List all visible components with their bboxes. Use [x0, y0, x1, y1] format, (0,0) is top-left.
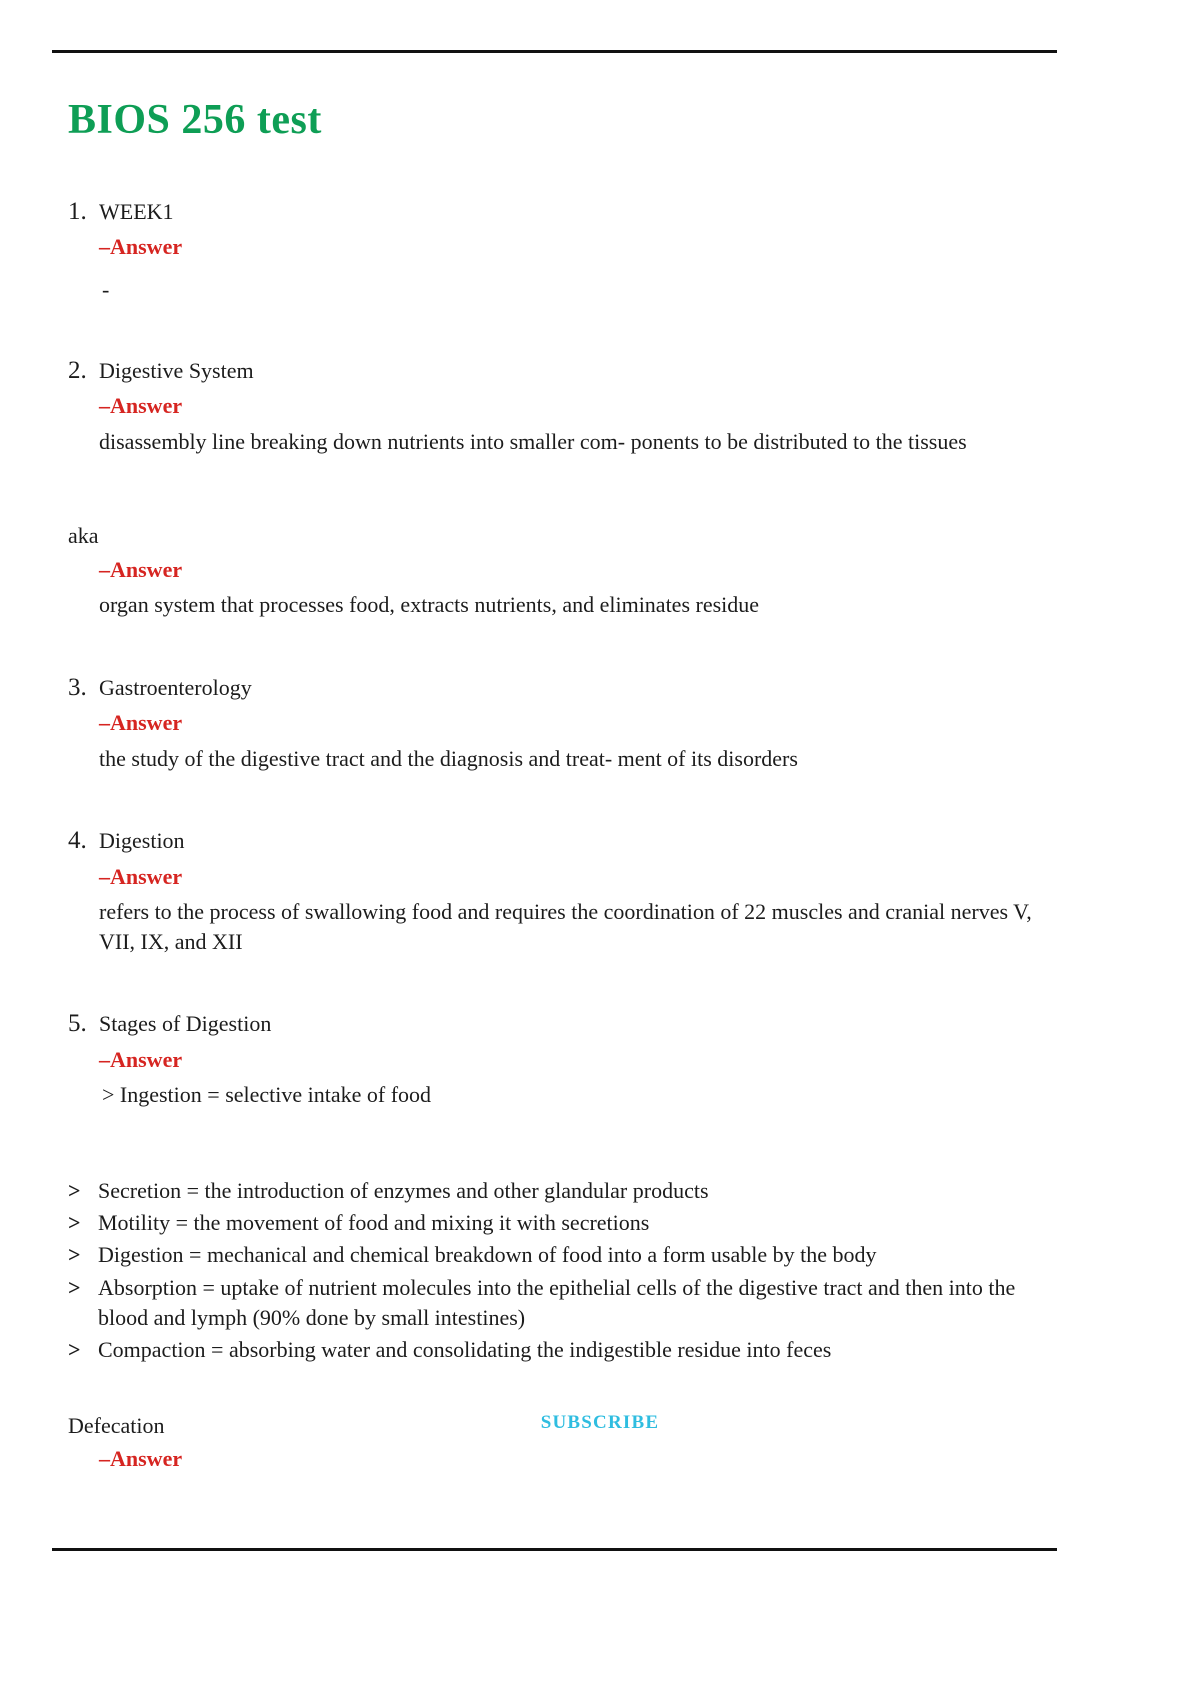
- item-number: 2.: [68, 357, 87, 385]
- block-spacer: [68, 478, 1058, 522]
- qa-item-aka: [68, 522, 1058, 620]
- list-item: [68, 1273, 1058, 1334]
- block-spacer: [68, 1132, 1058, 1176]
- question-text: WEEK1: [99, 199, 174, 224]
- chevron-right-icon: >: [68, 1337, 81, 1363]
- answer-text: refers to the process of swallowing food and requires the coordination of 22 muscles and cranial nerves V, VII, IX, and XII: [99, 898, 1032, 954]
- qa-item-3: [68, 672, 1058, 773]
- block-spacer: [68, 795, 1058, 825]
- list-item: [68, 1208, 1058, 1238]
- chevron-right-icon: >: [68, 1177, 81, 1203]
- qa-item-1: [68, 196, 1058, 303]
- list-item-label: Motility = the movement of food and mixing it with secretions: [98, 1209, 650, 1235]
- block-spacer: [68, 978, 1058, 1008]
- subscribe-container: [0, 1412, 1200, 1434]
- document-content: [68, 196, 1058, 1495]
- answer-label: –Answer: [99, 1446, 183, 1472]
- list-item-label: Absorption = uptake of nutrient molecules into the epithelial cells of the digestive tract and then into the blood and lymph (90% done by small intestines): [98, 1274, 1016, 1331]
- qa-item-5: [68, 1008, 1058, 1109]
- question-line: [68, 672, 1058, 703]
- question-line: [68, 825, 1058, 856]
- item-number: 1.: [68, 198, 87, 225]
- item-number: 3.: [68, 673, 87, 701]
- question-text: Gastroenterology: [99, 674, 252, 700]
- list-item-label: Compaction = absorbing water and consolidating the indigestible residue into feces: [98, 1337, 832, 1363]
- chevron-right-icon: >: [68, 1242, 81, 1268]
- answer-label: –Answer: [99, 234, 183, 260]
- list-item-label: Digestion = mechanical and chemical breakdown of food into a form usable by the body: [98, 1242, 877, 1268]
- answer-label: –Answer: [99, 393, 183, 419]
- list-item: [68, 1335, 1058, 1365]
- question-line: [68, 196, 1058, 227]
- answer-label: –Answer: [99, 710, 183, 736]
- list-item-label: Secretion = the introduction of enzymes and other glandular products: [98, 1177, 709, 1203]
- page-title: BIOS 256 test: [68, 97, 322, 144]
- block-spacer: [68, 642, 1058, 672]
- question-text: aka: [68, 523, 99, 549]
- answer-text: > Ingestion = selective intake of food: [102, 1081, 432, 1107]
- block-spacer: [68, 325, 1058, 355]
- answer-text: disassembly line breaking down nutrients into smaller com- ponents to be distributed to the tissues: [99, 428, 967, 454]
- chevron-right-icon: >: [68, 1274, 81, 1300]
- question-line: [68, 355, 1058, 386]
- stages-bullet-list: [68, 1176, 1058, 1366]
- question-text: Defecation: [68, 1412, 165, 1438]
- question-text: Digestion: [99, 828, 185, 854]
- list-item: [68, 1240, 1058, 1270]
- answer-label: –Answer: [99, 1046, 183, 1072]
- answer-label: –Answer: [99, 556, 183, 582]
- item-number: 5.: [68, 1010, 87, 1038]
- answer-text: -: [102, 276, 110, 302]
- question-text: Stages of Digestion: [99, 1011, 272, 1037]
- item-number: 4.: [68, 827, 87, 855]
- block-spacer: [68, 1368, 1058, 1412]
- bottom-divider: [52, 1548, 1057, 1551]
- answer-text: the study of the digestive tract and the diagnosis and treat- ment of its disorders: [99, 745, 798, 771]
- qa-item-4: [68, 825, 1058, 956]
- top-divider: [52, 50, 1057, 53]
- question-line: [68, 1008, 1058, 1039]
- answer-text: organ system that processes food, extracts nutrients, and eliminates residue: [99, 592, 760, 618]
- qa-item-2: [68, 355, 1058, 456]
- chevron-right-icon: >: [68, 1209, 81, 1235]
- list-item: [68, 1176, 1058, 1206]
- subscribe-link[interactable]: SUBSCRIBE: [540, 1412, 660, 1433]
- question-text: Digestive System: [99, 358, 254, 384]
- answer-label: –Answer: [99, 863, 183, 889]
